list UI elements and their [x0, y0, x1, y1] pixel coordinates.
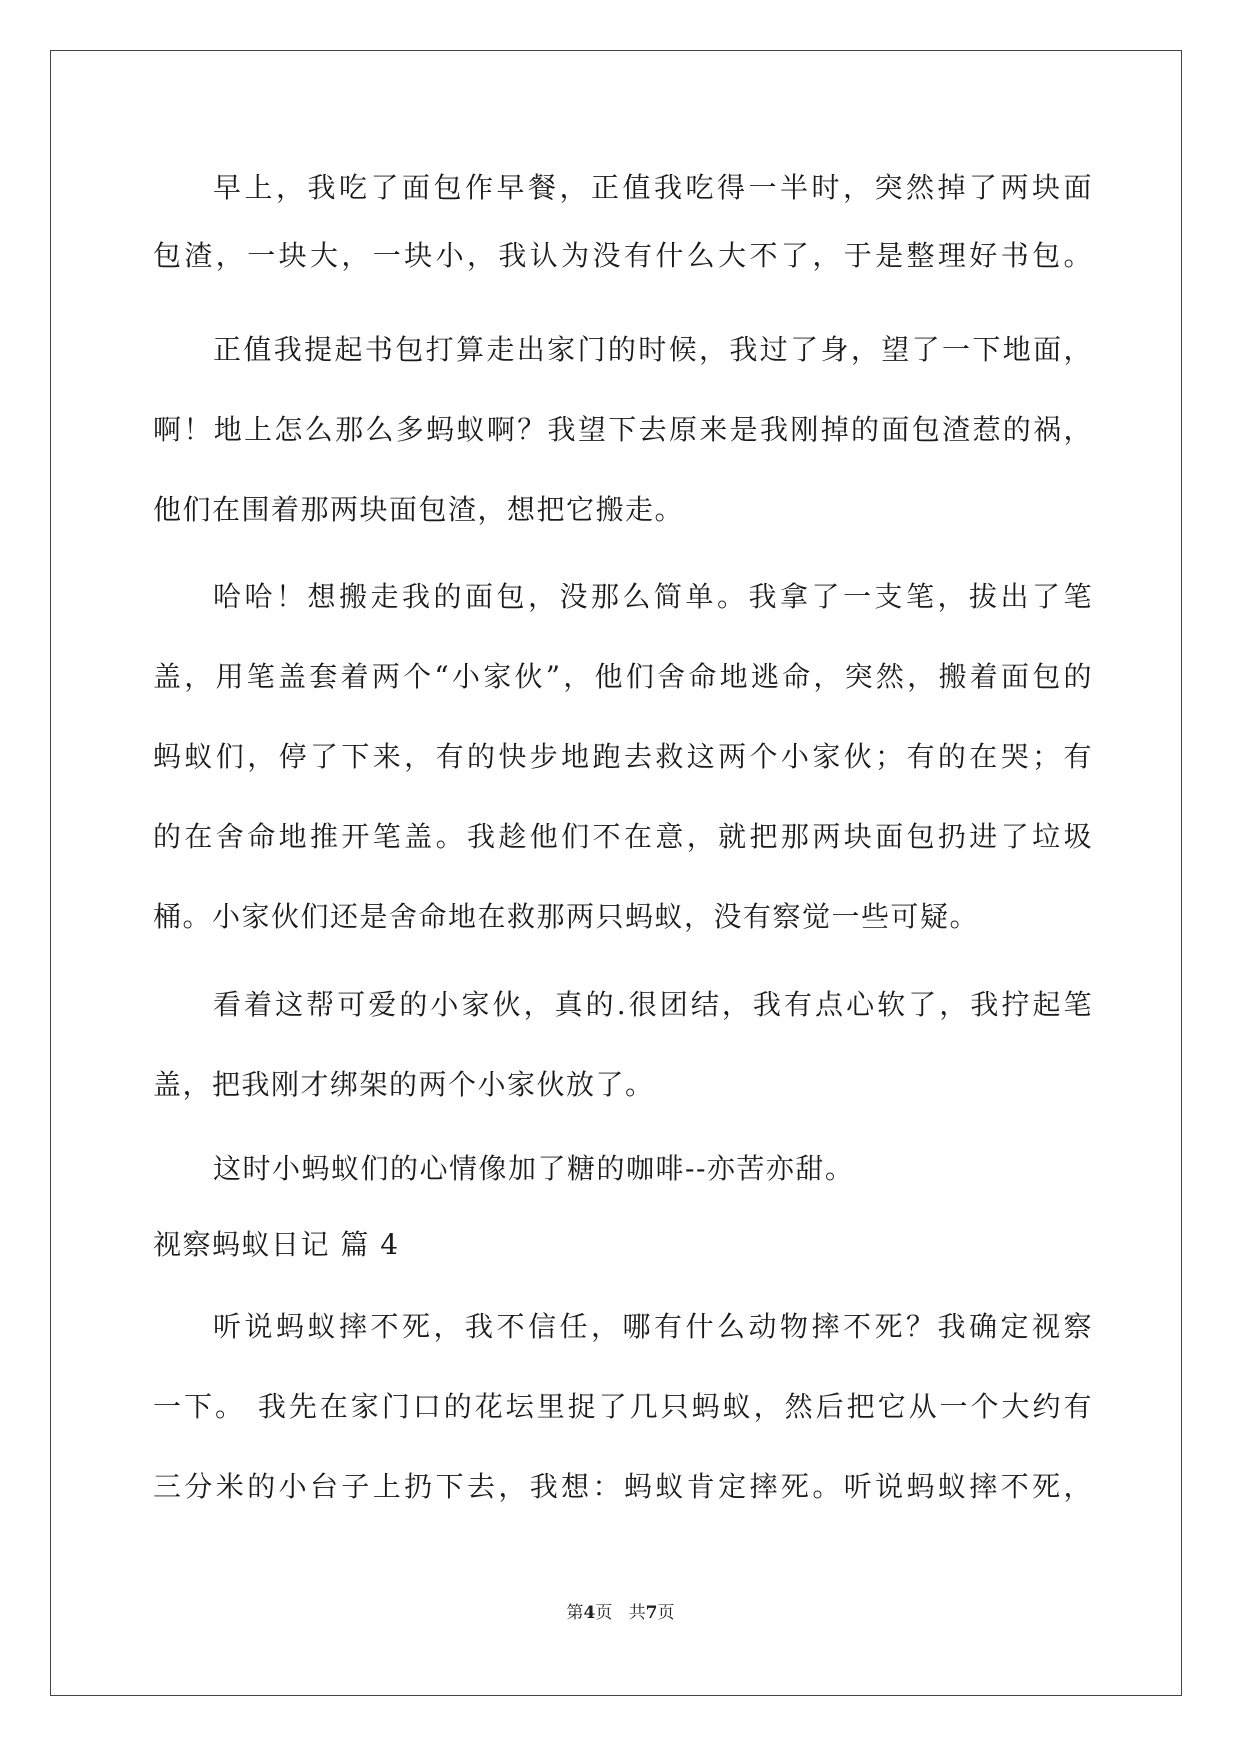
- footer-suffix: 页: [657, 1603, 675, 1623]
- paragraph-line: 听说蚂蚁摔不死，我不信任，哪有什么动物摔不死？我确定视察: [213, 1310, 1093, 1343]
- footer-mid: 页 共: [595, 1603, 646, 1623]
- paragraph-line: 早上，我吃了面包作早餐，正值我吃得一半时，突然掉了两块面: [213, 171, 1093, 204]
- paragraph-line: 包渣，一块大，一块小，我认为没有什么大不了，于是整理好书包。: [153, 239, 1093, 272]
- paragraph-line: 盖，用笔盖套着两个“小家伙”，他们舍命地逃命，突然，搬着面包的: [153, 660, 1093, 693]
- current-page-number: 4: [583, 1603, 596, 1623]
- paragraph-line: 一下。 我先在家门口的花坛里捉了几只蚂蚁，然后把它从一个大约有: [153, 1390, 1093, 1423]
- paragraph-line: 蚂蚁们，停了下来，有的快步地跑去救这两个小家伙；有的在哭；有: [153, 740, 1093, 773]
- paragraph-line: 桶。小家伙们还是舍命地在救那两只蚂蚁，没有察觉一些可疑。: [153, 900, 980, 933]
- paragraph-line: 的在舍命地推开笔盖。我趁他们不在意，就把那两块面包扔进了垃圾: [153, 820, 1093, 853]
- footer-prefix: 第: [566, 1603, 584, 1623]
- paragraph-line: 啊！地上怎么那么多蚂蚁啊？我望下去原来是我刚掉的面包渣惹的祸，: [153, 413, 1093, 446]
- paragraph-line: 正值我提起书包打算走出家门的时候，我过了身，望了一下地面，: [213, 333, 1093, 366]
- page-footer: [0, 1598, 1241, 1623]
- total-page-number: 7: [645, 1603, 658, 1623]
- paragraph-line: 盖，把我刚才绑架的两个小家伙放了。: [153, 1068, 655, 1101]
- paragraph-line: 看着这帮可爱的小家伙，真的.很团结，我有点心软了，我拧起笔: [213, 988, 1093, 1021]
- paragraph-line: 三分米的小台子上扔下去，我想：蚂蚁肯定摔死。听说蚂蚁摔不死，: [153, 1470, 1093, 1503]
- paragraph-line: 他们在围着那两块面包渣，想把它搬走。: [153, 493, 685, 526]
- paragraph-line: 这时小蚂蚁们的心情像加了糖的咖啡--亦苦亦甜。: [213, 1152, 855, 1185]
- section-heading: 视察蚂蚁日记 篇 4: [153, 1228, 400, 1261]
- paragraph-line: 哈哈！想搬走我的面包，没那么简单。我拿了一支笔，拔出了笔: [213, 580, 1093, 613]
- page-border: [50, 50, 1182, 1696]
